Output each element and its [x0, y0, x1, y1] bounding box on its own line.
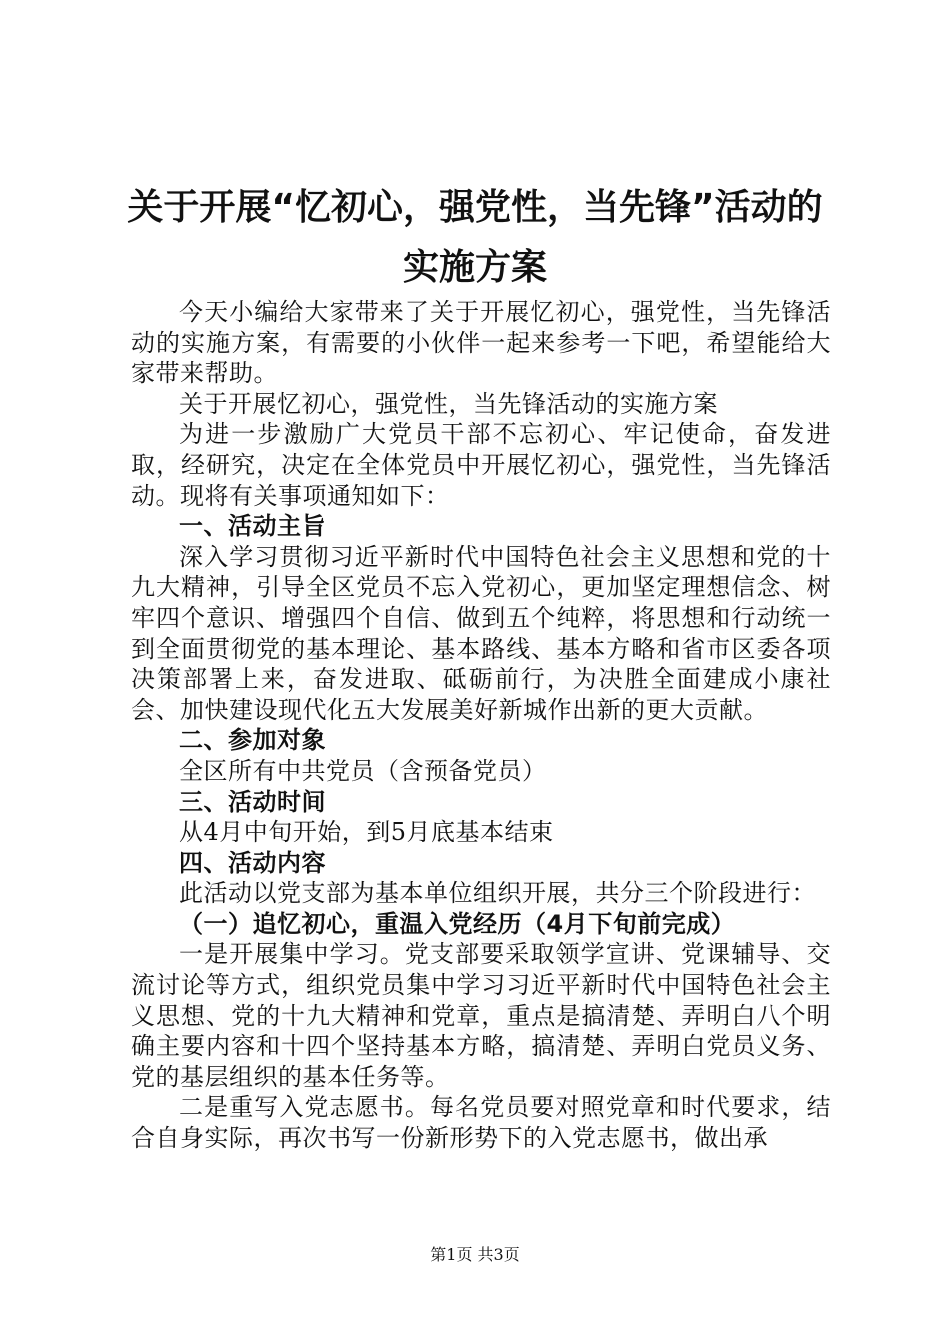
content-intro-paragraph: 此活动以党支部为基本单位组织开展，共分三个阶段进行： [179, 879, 816, 908]
subsection-heading-stage-one: （一）追忆初心，重温入党经历（4月下旬前完成） [179, 909, 736, 938]
section-heading-purpose: 一、活动主旨 [179, 512, 326, 541]
section-heading-participants: 二、参加对象 [179, 726, 326, 755]
time-paragraph: 从4月中旬开始，到5月底基本结束 [179, 818, 554, 847]
document-title-line-1: 关于开展“忆初心，强党性，当先锋”活动的 [127, 187, 823, 228]
document-title-line-2: 实施方案 [402, 247, 547, 288]
subtitle-paragraph: 关于开展忆初心，强党性，当先锋活动的实施方案 [179, 389, 718, 418]
intro-paragraph: 今天小编给大家带来了关于开展忆初心，强党性，当先锋活动的实施方案，有需要的小伙伴一起来参考一下吧，希望能给大家带来帮助。 [131, 298, 831, 388]
page-footer: 第1页 共3页 [430, 1245, 520, 1264]
document-body [131, 297, 831, 1154]
purpose-paragraph: 深入学习贯彻习近平新时代中国特色社会主义思想和党的十九大精神，引导全区党员不忘入党初心，更加坚定理想信念、树牢四个意识、增强四个自信、做到五个纯粹，将思想和行动统一到全面贯彻党的基本理论、基本路线、基本方略和省市区委各项决策部署上来，奋发进取、砥砺前行，为决胜全面建成小康社会、加快建设现代化五大发展美好新城作出新的更大贡献。 [131, 542, 831, 724]
stage-one-application-paragraph: 二是重写入党志愿书。每名党员要对照党章和时代要求，结合自身实际，再次书写一份新形势下的入党志愿书，做出承 [131, 1093, 831, 1153]
stage-one-study-paragraph: 一是开展集中学习。党支部要采取领学宣讲、党课辅导、交流讨论等方式，组织党员集中学习习近平新时代中国特色社会主义思想、党的十九大精神和党章，重点是搞清楚、弄明白八个明确主要内容和十四个坚持基本方略，搞清楚、弄明白党员义务、党的基层组织的基本任务等。 [131, 940, 831, 1091]
participants-paragraph: 全区所有中共党员（含预备党员） [179, 756, 547, 785]
section-heading-time: 三、活动时间 [179, 787, 326, 816]
notice-paragraph: 为进一步激励广大党员干部不忘初心、牢记使命，奋发进取，经研究，决定在全体党员中开展忆初心，强党性，当先锋活动。现将有关事项通知如下： [131, 420, 831, 510]
section-heading-content: 四、活动内容 [179, 848, 326, 877]
